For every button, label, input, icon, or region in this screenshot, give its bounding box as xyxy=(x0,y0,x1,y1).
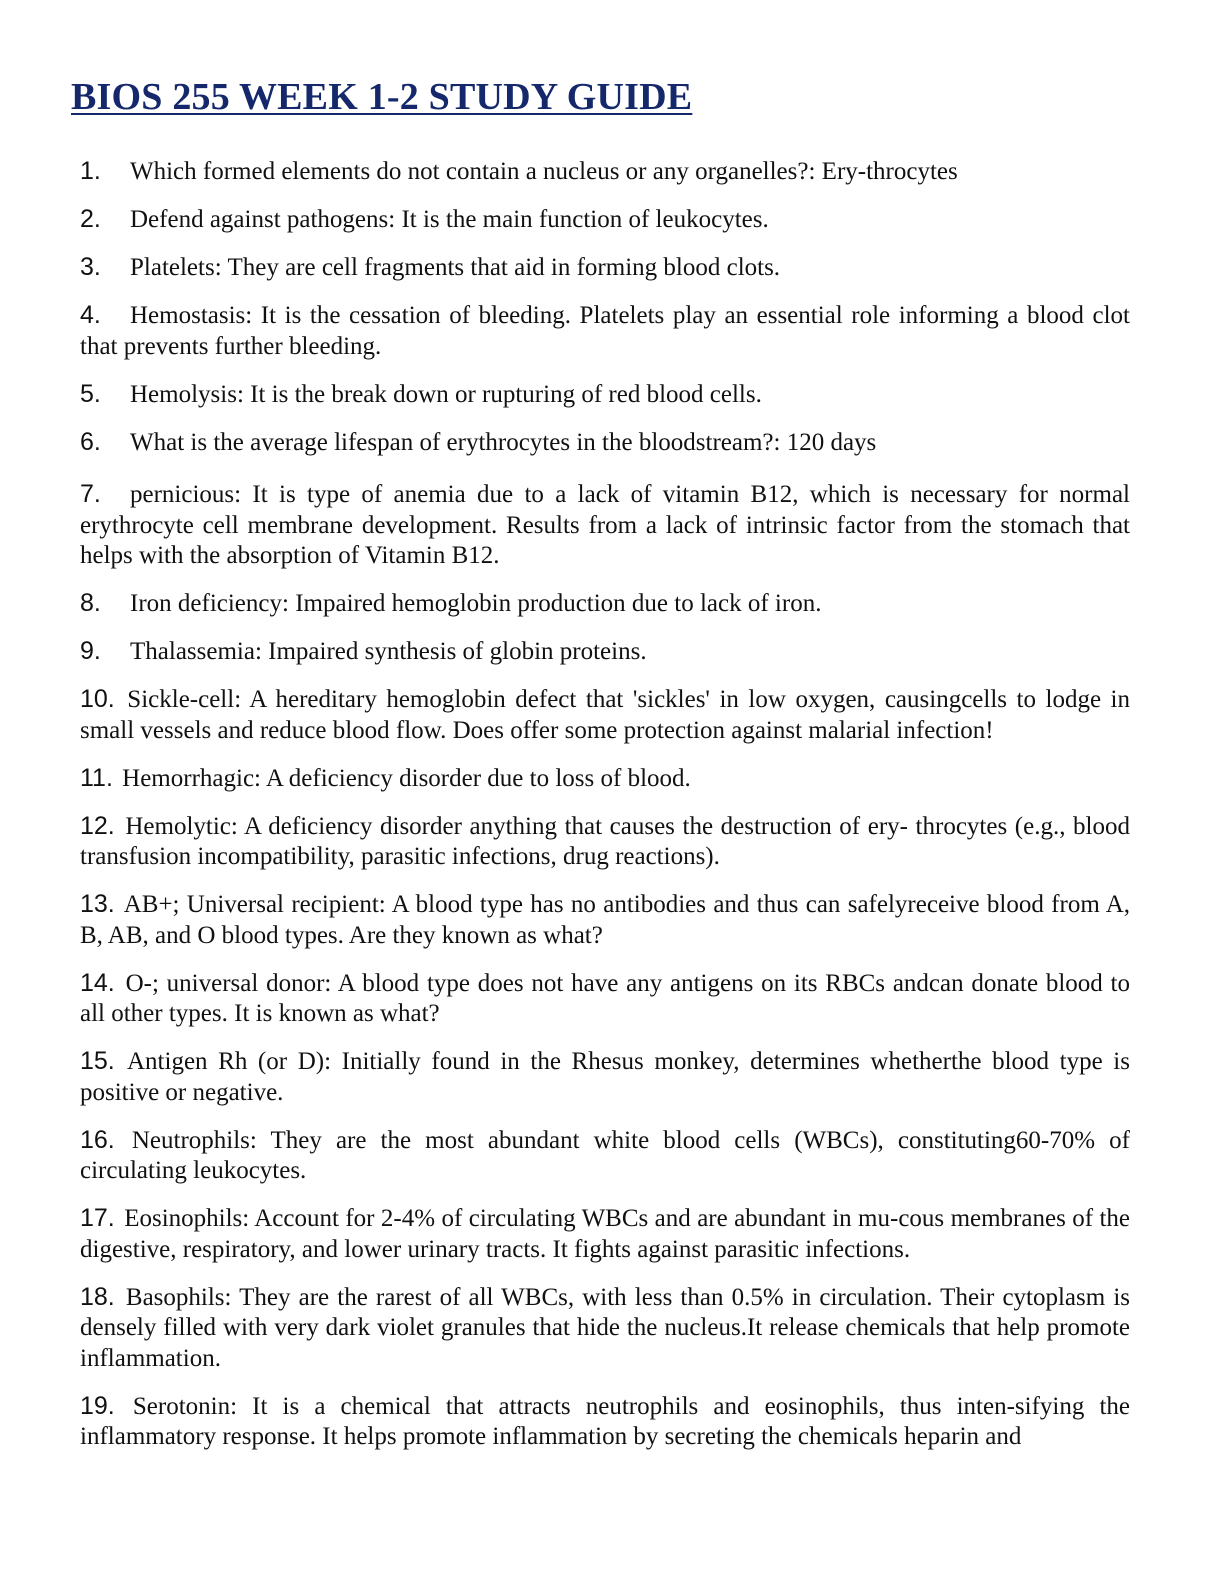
item-number: 12. xyxy=(80,811,115,840)
item-number: 18. xyxy=(80,1282,115,1311)
item-number: 14. xyxy=(80,968,115,997)
item-number: 7. xyxy=(80,480,101,508)
item-number: 8. xyxy=(80,589,101,617)
item-text: What is the average lifespan of erythrocytes in the bloodstream?: 120 days xyxy=(130,428,877,456)
item-number: 13. xyxy=(80,890,115,918)
list-item xyxy=(80,204,1130,236)
item-text: Hemolysis: It is the break down or rupturing of red blood cells. xyxy=(130,380,762,408)
item-text: Iron deficiency: Impaired hemoglobin production due to lack of iron. xyxy=(130,590,822,617)
list-item xyxy=(80,968,1130,1030)
item-text: Eosinophils: Account for 2-4% of circulating WBCs and are abundant in mu-cous membranes of the digestive, respiratory, and lower urinary tracts. It fights against parasitic infections. xyxy=(80,1205,1131,1263)
item-text: Defend against pathogens: It is the main function of leukocytes. xyxy=(130,206,769,233)
list-item xyxy=(80,1125,1130,1187)
item-text: Which formed elements do not contain a nucleus or any organelles?: Ery-throcytes xyxy=(130,158,958,185)
list-item xyxy=(80,684,1130,746)
list-item xyxy=(80,300,1130,362)
list-item xyxy=(80,479,1130,572)
item-number: 4. xyxy=(80,301,101,329)
item-number: 9. xyxy=(80,637,101,665)
item-number: 16. xyxy=(80,1125,115,1154)
list-item xyxy=(80,636,1130,668)
item-text: Antigen Rh (or D): Initially found in the Rhesus monkey, determines whetherthe blood type is positive or negative. xyxy=(80,1048,1130,1106)
study-guide-list xyxy=(80,156,1130,1453)
item-text: Hemorrhagic: A deficiency disorder due to loss of blood. xyxy=(122,764,691,792)
item-text: Hemostasis: It is the cessation of bleeding. Platelets play an essential role informing a blood clot that prevents further bleeding. xyxy=(80,302,1130,360)
item-text: AB+; Universal recipient: A blood type has no antibodies and thus can safelyreceive blood from A, B, AB, and O blood types. Are they known as what? xyxy=(80,891,1131,949)
item-number: 19. xyxy=(80,1391,115,1420)
item-number: 17. xyxy=(80,1204,115,1232)
list-item xyxy=(80,811,1130,873)
item-number: 15. xyxy=(80,1047,115,1075)
list-item xyxy=(80,1046,1130,1108)
item-number: 5. xyxy=(80,379,101,408)
list-item xyxy=(80,1282,1130,1375)
item-text: Basophils: They are the rarest of all WBCs, with less than 0.5% in circulation. Their cytoplasm is densely filled with very dark violet granules that hide the nucleus.It release chemicals that help promote inflammation. xyxy=(80,1283,1130,1372)
item-text: Sickle-cell: A hereditary hemoglobin defect that 'sickles' in low oxygen, causingcells to lodge in small vessels and reduce blood flow. Does offer some protection against malarial infection! xyxy=(80,686,1131,744)
item-number: 3. xyxy=(80,253,101,281)
list-item xyxy=(80,1203,1130,1265)
item-text: Serotonin: It is a chemical that attracts neutrophils and eosinophils, thus inten-sifying the inflammatory response. It helps promote inflammation by secreting the chemicals heparin and xyxy=(80,1392,1131,1450)
item-text: Thalassemia: Impaired synthesis of globin proteins. xyxy=(130,638,647,665)
item-number: 2. xyxy=(80,205,101,233)
list-item xyxy=(80,889,1130,951)
item-text: Neutrophils: They are the most abundant white blood cells (WBCs), constituting60-70% of circulating leukocytes. xyxy=(80,1126,1130,1184)
list-item xyxy=(80,379,1130,411)
item-number: 10. xyxy=(80,685,115,713)
list-item xyxy=(80,427,1130,459)
list-item xyxy=(80,156,1130,188)
list-item xyxy=(80,588,1130,620)
item-number: 1. xyxy=(80,157,101,185)
item-text: O-; universal donor: A blood type does not have any antigens on its RBCs andcan donate blood to all other types. It is known as what? xyxy=(80,969,1131,1027)
list-item xyxy=(80,763,1130,795)
item-number: 11. xyxy=(80,763,113,792)
item-text: pernicious: It is type of anemia due to a lack of vitamin B12, which is necessary for normal erythrocyte cell membrane development. Results from a lack of intrinsic factor from the stomach that helps with the absorption of Vitamin B12. xyxy=(80,481,1130,569)
page-title: BIOS 255 WEEK 1-2 STUDY GUIDE xyxy=(71,76,693,118)
item-text: Platelets: They are cell fragments that aid in forming blood clots. xyxy=(130,254,781,281)
item-text: Hemolytic: A deficiency disorder anything that causes the destruction of ery- throcytes (e.g., blood transfusion incompatibility, parasitic infections, drug reactions). xyxy=(80,812,1130,870)
list-item xyxy=(80,1391,1130,1453)
item-number: 6. xyxy=(80,427,101,456)
list-item xyxy=(80,252,1130,284)
